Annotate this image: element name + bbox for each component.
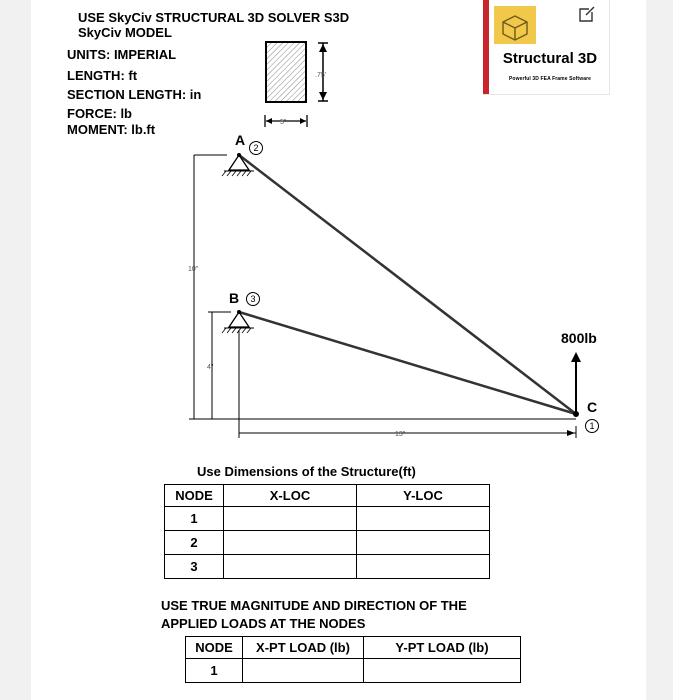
height-a-dimension (194, 155, 227, 419)
table1-cell-y[interactable] (357, 531, 490, 555)
table2-header-node: NODE (186, 637, 243, 659)
moment-label: MOMENT: lb.ft (67, 122, 156, 137)
node-b-label: B (229, 290, 240, 306)
structure-diagram (31, 0, 646, 460)
table2-cell-node: 1 (186, 659, 243, 683)
table-row (165, 555, 490, 579)
logo-title: Structural 3D (502, 50, 598, 67)
load-arrow (571, 352, 581, 412)
header-title: USE SkyCiv STRUCTURAL 3D SOLVER S3D (78, 10, 350, 25)
node-a-label: A (235, 132, 246, 148)
instructions-line2: APPLIED LOADS AT THE NODES (161, 616, 366, 631)
node-c-number: 1 (585, 419, 599, 433)
member-a-c (239, 155, 576, 414)
table1-cell-x[interactable] (224, 531, 357, 555)
table2-header-y-load: Y-PT LOAD (lb) (364, 637, 521, 659)
node-coordinates-table (164, 484, 490, 579)
table1-header-y: Y-LOC (357, 485, 490, 507)
table1-cell-x[interactable] (224, 555, 357, 579)
page (31, 0, 646, 700)
table2-header-x-load: X-PT LOAD (lb) (243, 637, 364, 659)
node-c-label: C (587, 399, 598, 415)
table1-cell-node: 3 (165, 555, 224, 579)
pin-support-a (222, 153, 254, 176)
node-a-number: 2 (249, 141, 263, 155)
units-label: UNITS: IMPERIAL (67, 47, 177, 62)
table-row (165, 531, 490, 555)
table1-caption: Use Dimensions of the Structure(ft) (197, 464, 416, 479)
height-b-text: 4" (207, 364, 214, 371)
table2-cell-y-load[interactable] (364, 659, 521, 683)
table1-cell-x[interactable] (224, 507, 357, 531)
section-length-label: SECTION LENGTH: in (67, 87, 202, 102)
table2-cell-x-load[interactable] (243, 659, 364, 683)
height-a-text: 10" (188, 266, 199, 273)
length-label: LENGTH: ft (67, 68, 138, 83)
logo-subtitle: Powerful 3D FEA Frame Software (509, 76, 591, 82)
pin-support-b (222, 310, 254, 333)
load-label: 800lb (561, 330, 597, 346)
table1-cell-node: 2 (165, 531, 224, 555)
table1-header-node: NODE (165, 485, 224, 507)
table-row (165, 507, 490, 531)
table1-cell-y[interactable] (357, 507, 490, 531)
table1-cell-y[interactable] (357, 555, 490, 579)
section-height-text: .75' (315, 72, 327, 79)
node-loads-table (185, 636, 521, 683)
span-dimension (239, 330, 576, 438)
header-subtitle: SkyCiv MODEL (78, 25, 172, 40)
table1-cell-node: 1 (165, 507, 224, 531)
span-text: 13" (395, 431, 406, 438)
instructions-line1: USE TRUE MAGNITUDE AND DIRECTION OF THE (161, 598, 467, 613)
node-b-number: 3 (246, 292, 260, 306)
member-b-c (239, 312, 576, 414)
table-row (186, 659, 521, 683)
cross-section (266, 42, 306, 102)
force-label: FORCE: lb (67, 106, 132, 121)
section-width-text: 5" (280, 119, 287, 126)
table1-header-x: X-LOC (224, 485, 357, 507)
